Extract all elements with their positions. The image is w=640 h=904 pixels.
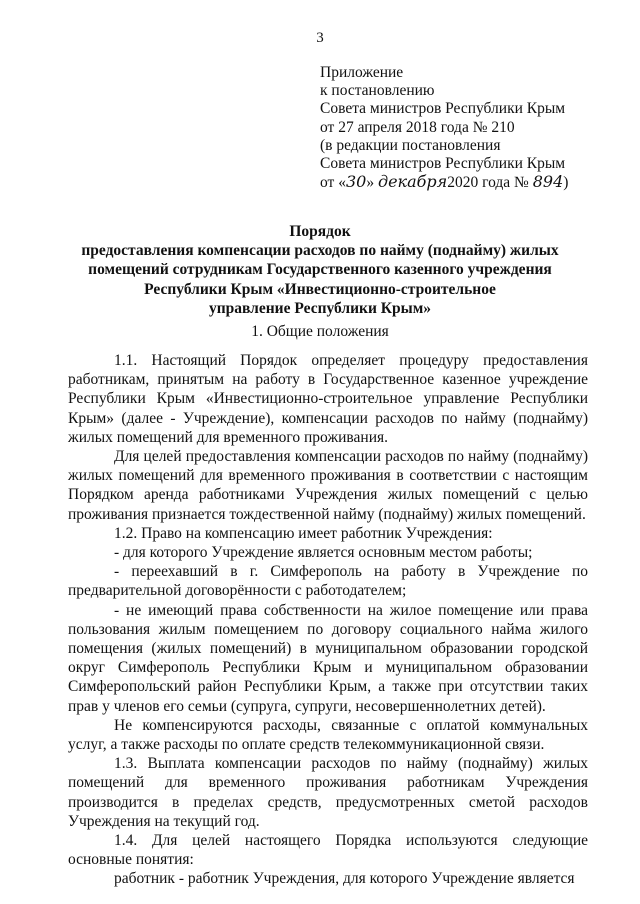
paragraph-exclusions: Не компенсируются расходы, связанные с оплатой коммунальных услуг, а также расходы по оплате средств телекоммуникационной связи.	[68, 716, 588, 754]
date-suffix: )	[563, 174, 569, 192]
title-line: Республики Крым «Инвестиционно-строительное	[144, 280, 496, 298]
handwritten-day: 30	[345, 172, 367, 192]
title-line: помещений сотрудникам Государственного казенного учреждения	[88, 261, 552, 279]
title-line: управление Республики Крым»	[208, 299, 432, 317]
appendix-block	[320, 64, 620, 192]
paragraph-definition: Для целей предоставления компенсации расходов по найму (поднайму) жилых помещений для временного проживания в соответствии с настоящим Порядком аренда работниками Учреждения жилых помещений с целью проживания признается тождественной найму (поднайму) жилых помещений.	[68, 448, 588, 523]
document-title	[80, 222, 560, 318]
appendix-line: Приложение	[320, 64, 404, 81]
title-line: предоставления компенсации расходов по найму (поднайму) жилых	[81, 242, 559, 260]
appendix-line: Совета министров Республики Крым	[320, 155, 566, 173]
page-number: 3	[316, 30, 324, 46]
paragraph-1-4: 1.4. Для целей настоящего Порядка используются следующие основные понятия:	[68, 832, 588, 869]
list-item: - для которого Учреждение является основным местом работы;	[114, 544, 533, 562]
appendix-line: (в редакции постановления	[320, 136, 501, 154]
paragraph-term: работник - работник Учреждения, для которого Учреждение является	[114, 870, 575, 888]
handwritten-month: декабря	[377, 172, 448, 192]
handwritten-number: 894	[532, 172, 564, 192]
paragraph-1-2: 1.2. Право на компенсацию имеет работник Учреждения:	[114, 524, 493, 542]
date-mid: »	[366, 174, 375, 192]
date-year: 2020 года №	[447, 174, 529, 192]
list-item: - не имеющий права собственности на жилое помещение или права пользования жилым помещением по договору социального найма жилого помещения (жилых помещений) в муниципальном образовании городской округ Симферополь Республики Крым и муниципальном образовании Симферопольский район Республики Крым, а также при отсутствии таких прав у членов его семьи (супруга, супруги, несовершеннолетних детей).	[68, 601, 588, 715]
appendix-line: к постановлению	[320, 82, 435, 100]
paragraph-1-1: 1.1. Настоящий Порядок определяет процедуру предоставления работникам, принятым на работу в Государственное казенное учреждение Республики Крым «Инвестиционно-строительное управление Республики Крым» (далее - Учреждение), компенсации расходов по найму (поднайму) жилых помещений для временного проживания.	[68, 352, 588, 446]
section-heading: 1. Общие положения	[251, 323, 389, 340]
appendix-line: от 27 апреля 2018 года № 210	[320, 118, 515, 136]
appendix-line: Совета министров Республики Крым	[320, 100, 566, 118]
appendix-date-line	[320, 173, 620, 192]
title-line: Порядок	[289, 223, 351, 240]
document-body	[68, 351, 588, 889]
list-item: - переехавший в г. Симферополь на работу в Учреждение по предварительной договорённости с работодателем;	[68, 563, 588, 600]
date-prefix: от «	[320, 174, 346, 192]
paragraph-1-3: 1.3. Выплата компенсации расходов по найму (поднайму) жилых помещений для временного проживания работникам Учреждения производится в пределах средств, предусмотренных сметой расходов Учреждения на текущий год.	[68, 755, 588, 830]
